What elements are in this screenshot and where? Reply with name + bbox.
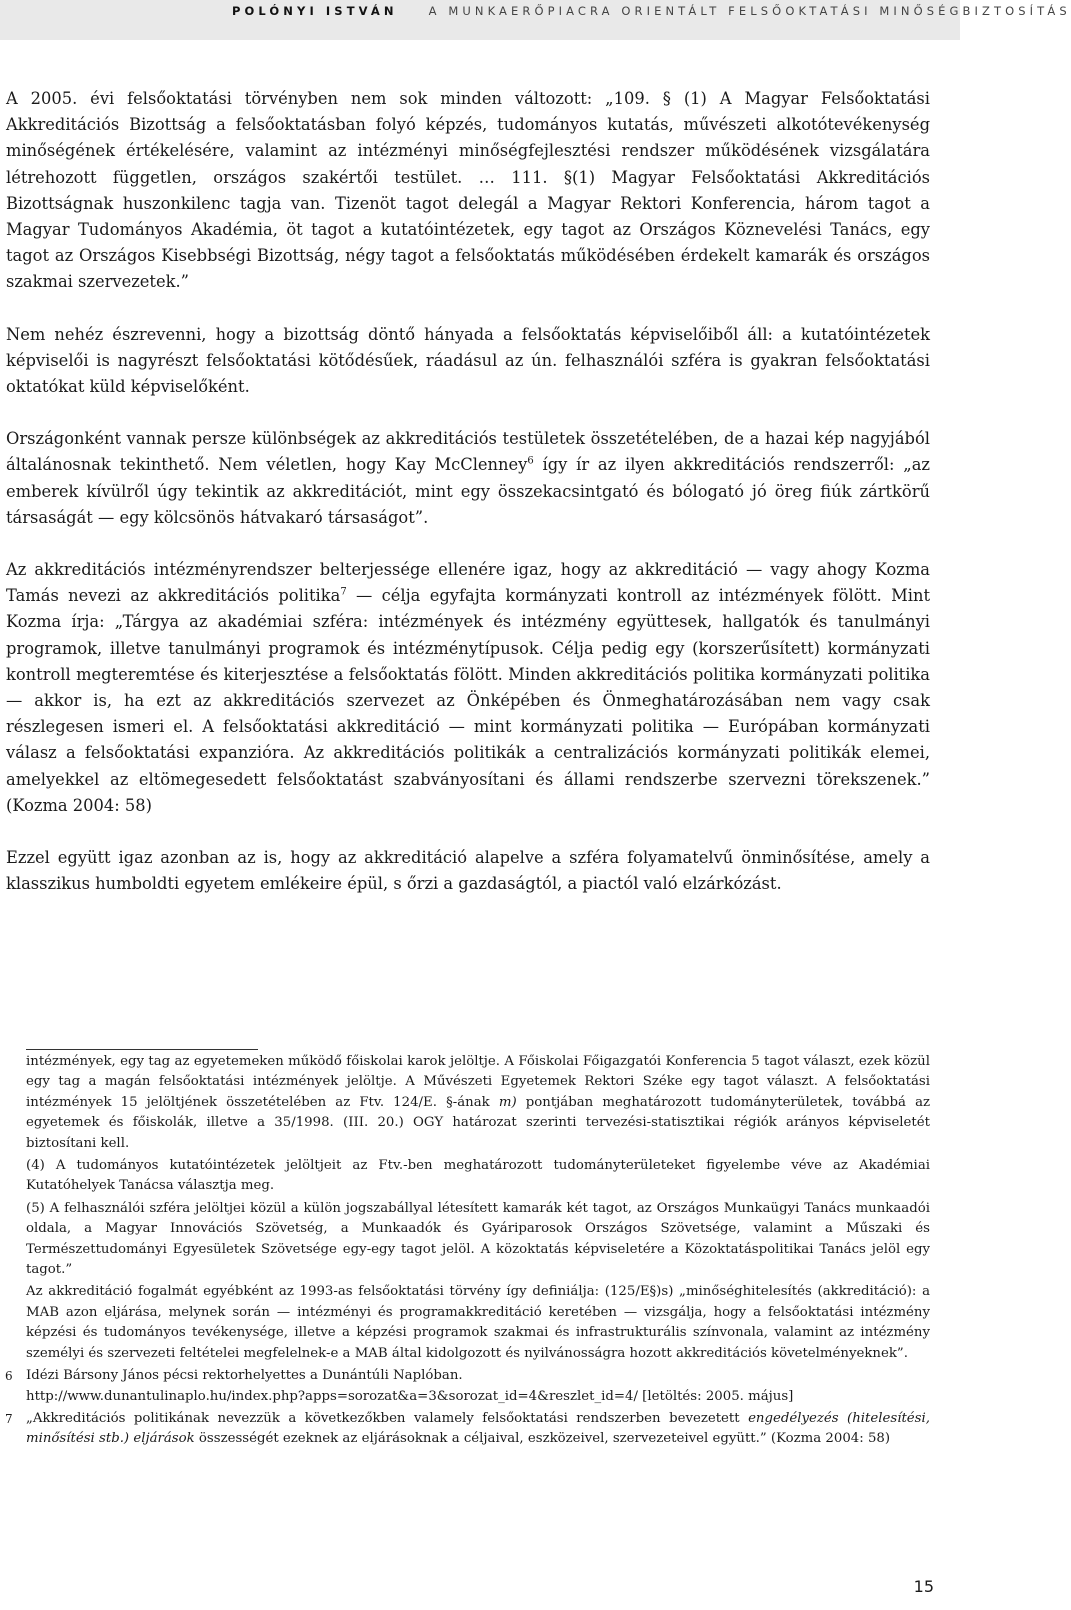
footnote-divider (26, 1049, 258, 1050)
paragraph-4 (6, 557, 930, 819)
running-header-text (232, 4, 1071, 18)
paragraph-3-text-b: így ír az ilyen akkreditációs rendszerről: „az emberek kívülről úgy tekintik az akkreditációt, mint egy összekacsintgató és bólogató jó öreg fiúk zártkörű társaságát — egy kölcsönös hátvakaró társaságot”. (6, 455, 930, 527)
header-title: A MUNKAERŐPIACRA ORIENTÁLT FELSŐOKTATÁSI MINŐSÉGBIZTOSÍTÁS (428, 4, 1071, 18)
footnote-continued (26, 1052, 930, 1154)
paragraph-4-text-a: Az akkreditációs intézményrendszer belterjessége ellenére igaz, hogy az akkreditáció — vagy ahogy Kozma Tamás nevezi az akkreditációs politika (6, 560, 930, 606)
main-text (6, 86, 930, 923)
footnote-item-5: (5) A felhasználói szféra jelöltjei közül a külön jogszabállyal létesített kamarák két tagot, az Országos Munkaügyi Tanács munkaadói oldala, a Magyar Innovációs Szövetség, a Munkaadók és Gyáriparosok Országos Szövetsége, valamint a Műszaki és Természettudományi Egyesületek Szövetsége egy-egy tagot jelöl. A közoktatás képviseletére a Közoktatáspolitikai Tanács jelöl egy tagot.” (26, 1200, 930, 1278)
paragraph-3-text-a: Országonként vannak persze különbségek az akkreditációs testületek összetételében, de a hazai kép nagyjából általánosnak tekinthető. Nem véletlen, hogy Kay McClenney (6, 429, 930, 475)
header-author: POLÓNYI ISTVÁN (232, 4, 398, 18)
footnote-7-em: engedélyezés (hitelesítési, minősítési stb.) eljárások (26, 1410, 930, 1447)
footnotes (5, 1052, 930, 1452)
page-number: 15 (913, 1577, 934, 1596)
footnote-6 (5, 1366, 930, 1407)
footnote-ref-6[interactable]: 6 (527, 456, 534, 468)
footnote-7-number: 7 (5, 1411, 13, 1426)
paragraph-3 (6, 426, 930, 531)
footnote-continued-text-a: intézmények, egy tag az egyetemeken működő főiskolai karok jelöltje. A Főiskolai Főigazgatói Konferencia 5 tagot választ, ezek közül egy tag a magán felsőoktatási intézmények jelöltje. A Művészeti Egyetemek Rektori Széke egy tagot választ. A felsőoktatási intézmények 15 jelöltjének összetételében az Ftv. 124/E. §-ának (26, 1054, 930, 1110)
footnote-ref-7[interactable]: 7 (340, 586, 347, 598)
footnote-definition: Az akkreditáció fogalmát egyébként az 1993-as felsőoktatási törvény így definiálja: (125/E§)s) „minőséghitelesítés (akkreditáció): a MAB azon eljárása, melynek során — intézményi és programakkreditáció keretében — vizsgálja, hogy a felsőoktatási intézmény képzési és tudományos tevékenysége, illetve a képzési programok szakmai és infrastrukturális színvonala, valamint az intézmény személyi és szervezeti feltételei megfelelnek-e a MAB által kidolgozott és nyilvánosságra hozott akkreditációs követelményeknek”. (26, 1284, 930, 1361)
footnote-item-4: (4) A tudományos kutatóintézetek jelöltjeit az Ftv.-ben meghatározott tudományterületeket figyelembe véve az Akadémiai Kutatóhelyek Tanácsa választja meg. (26, 1158, 930, 1194)
footnote-6-text: Idézi Bársony János pécsi rektorhelyettes a Dunántúli Naplóban. (26, 1368, 463, 1384)
footnote-7-text-b: összességét ezeknek az eljárásoknak a céljaival, eszközeivel, szervezeteivel együtt.” (Kozma 2004: 58) (194, 1431, 891, 1447)
footnote-7-text-a: „Akkreditációs politikának nevezzük a következőkben valamely felsőoktatási rendszerben bevezetett (26, 1410, 749, 1426)
footnote-continued-text-b: pontjában meghatározott tudományterületek, továbbá az egyetemek és főiskolák, illetve a 35/1998. (III. 20.) OGY határozat szerinti tervezési-statisztikai régiók arányos képviseletét biztosítani kell. (26, 1094, 930, 1151)
paragraph-2: Nem nehéz észrevenni, hogy a bizottság döntő hányada a felsőoktatás képviselőiből áll: a kutatóintézetek képviselői is nagyrészt felsőoktatási kötődésűek, ráadásul az ún. felhasználói szféra is gyakran felsőoktatási oktatókat küld képviselőként. (6, 324, 930, 397)
footnote-6-number: 6 (5, 1369, 13, 1384)
footnote-continued-em: m) (498, 1094, 517, 1110)
paragraph-4-text-b: — célja egyfajta kormányzati kontroll az intézmények fölött. Mint Kozma írja: „Tárgya az akadémiai szféra: intézmények és intézmény együttesek, hallgatók és tanulmányi programok, illetve tanulmányi programok és intézménytípusok. Célja pedig egy (korszerűsített) kormányzati kontroll megteremtése és kiterjesztése a felsőoktatás fölött. Minden akkreditációs politika kormányzati politika — akkor is, ha ezt az akkreditációs szervezet az Önképében és Önmeghatározásában nem vagy csak részlegesen ismeri el. A felsőoktatási akkreditáció — mint kormányzati politika — Európában kormányzati válasz a felsőoktatási expanzióra. Az akkreditációs politikák a centralizációs kormányzati politikák elemei, amelyekkel az eltömegesedett felsőoktatást szabványosítani és állami rendszerbe szervezni törekszenek.” (Kozma 2004: 58) (6, 586, 930, 815)
paragraph-1: A 2005. évi felsőoktatási törvényben nem sok minden változott: „109. § (1) A Magyar Felsőoktatási Akkreditációs Bizottság a felsőoktatásban folyó képzés, tudományos kutatás, művészeti alkotótevékenység minőségének értékelésére, valamint az intézményi minőségfejlesztési rendszer működésének vizsgálatára létrehozott független, országos szakértői testület. … 111. §(1) Magyar Felsőoktatási Akkreditációs Bizottságnak huszonkilenc tagja van. Tizenöt tagot delegál a Magyar Rektori Konferencia, három tagot a Magyar Tudományos Akadémia, öt tagot a kutatóintézetek, egy tagot az Országos Köznevelési Tanács, egy tagot az Országos Kisebbségi Bizottság, négy tagot a felsőoktatás működésében érdekelt kamarák és országos szakmai szervezetek.” (6, 89, 930, 292)
footnote-7 (5, 1409, 930, 1450)
footnote-6-link[interactable]: http://www.dunantulinaplo.hu/index.php?apps=sorozat&a=3&sorozat_id=4&reszlet_id=4/ [letöltés: 2005. május] (26, 1388, 794, 1404)
paragraph-5: Ezzel együtt igaz azonban az is, hogy az akkreditáció alapelve a szféra folyamatelvű önminősítése, amely a klasszikus humboldti egyetem emlékeire épül, s őrzi a gazdaságtól, a piactól való elzárkózást. (6, 848, 930, 894)
